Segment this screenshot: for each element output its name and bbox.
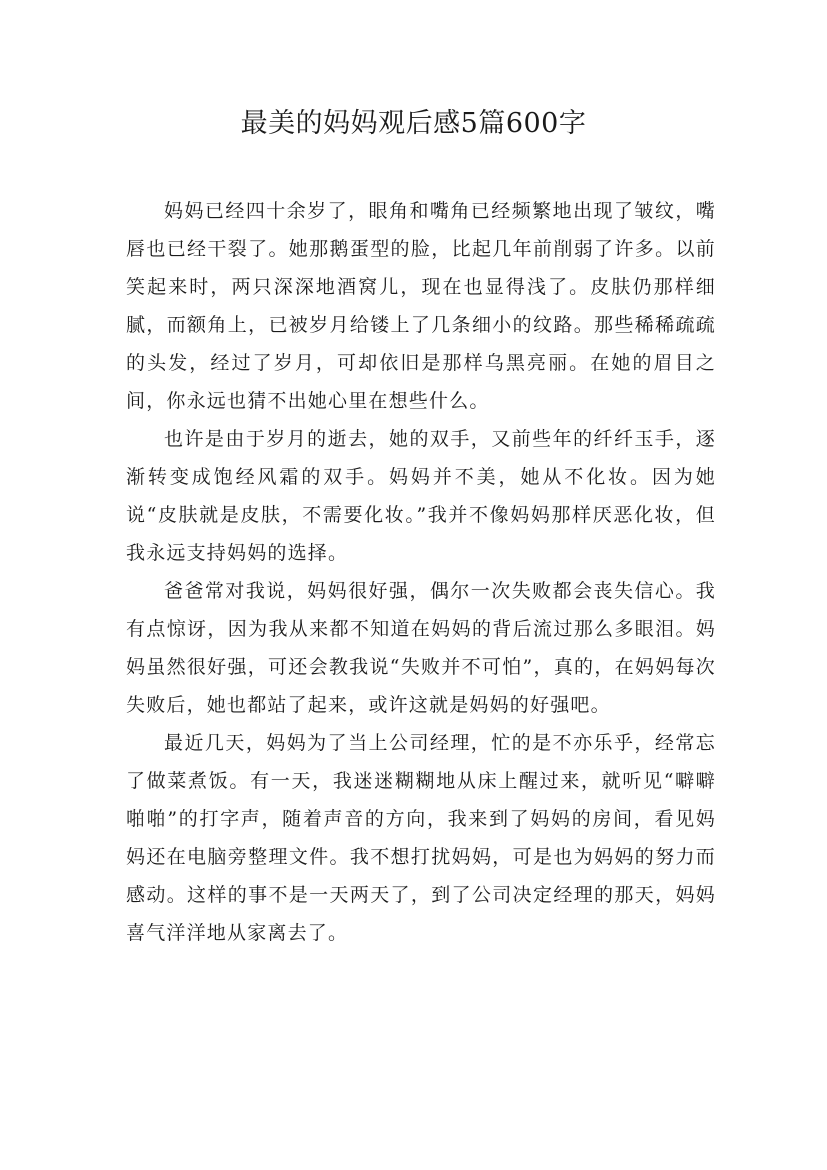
document-body [126, 192, 716, 952]
paragraph-2: 也许是由于岁月的逝去，她的双手，又前些年的纤纤玉手，逐渐转变成饱经风霜的双手。妈妈并不美，她从不化妆。因为她说“皮肤就是皮肤，不需要化妆。”我并不像妈妈那样厌恶化妆，但我永远支持妈妈的选择。 [126, 428, 716, 564]
paragraph-3: 爸爸常对我说，妈妈很好强，偶尔一次失败都会丧失信心。我有点惊讶，因为我从来都不知道在妈妈的背后流过那么多眼泪。妈妈虽然很好强，可还会教我说“失败并不可怕”，真的，在妈妈每次失败后，她也都站了起来，或许这就是妈妈的好强吧。 [126, 580, 716, 716]
paragraph-4: 最近几天，妈妈为了当上公司经理，忙的是不亦乐乎，经常忘了做菜煮饭。有一天，我迷迷糊糊地从床上醒过来，就听见“噼噼啪啪”的打字声，随着声音的方向，我来到了妈妈的房间，看见妈妈还在电脑旁整理文件。我不想打扰妈妈，可是也为妈妈的努力而感动。这样的事不是一天两天了，到了公司决定经理的那天，妈妈喜气洋洋地从家离去了。 [126, 732, 716, 944]
paragraph-1: 妈妈已经四十余岁了，眼角和嘴角已经频繁地出现了皱纹，嘴唇也已经干裂了。她那鹅蛋型的脸，比起几年前削弱了许多。以前笑起来时，两只深深地酒窝儿，现在也显得浅了。皮肤仍那样细腻，而额角上，已被岁月给镂上了几条细小的纹路。那些稀稀疏疏的头发，经过了岁月，可却依旧是那样乌黑亮丽。在她的眉目之间，你永远也猜不出她心里在想些什么。 [126, 200, 716, 412]
document-title: 最美的妈妈观后感5篇600字 [240, 108, 587, 139]
